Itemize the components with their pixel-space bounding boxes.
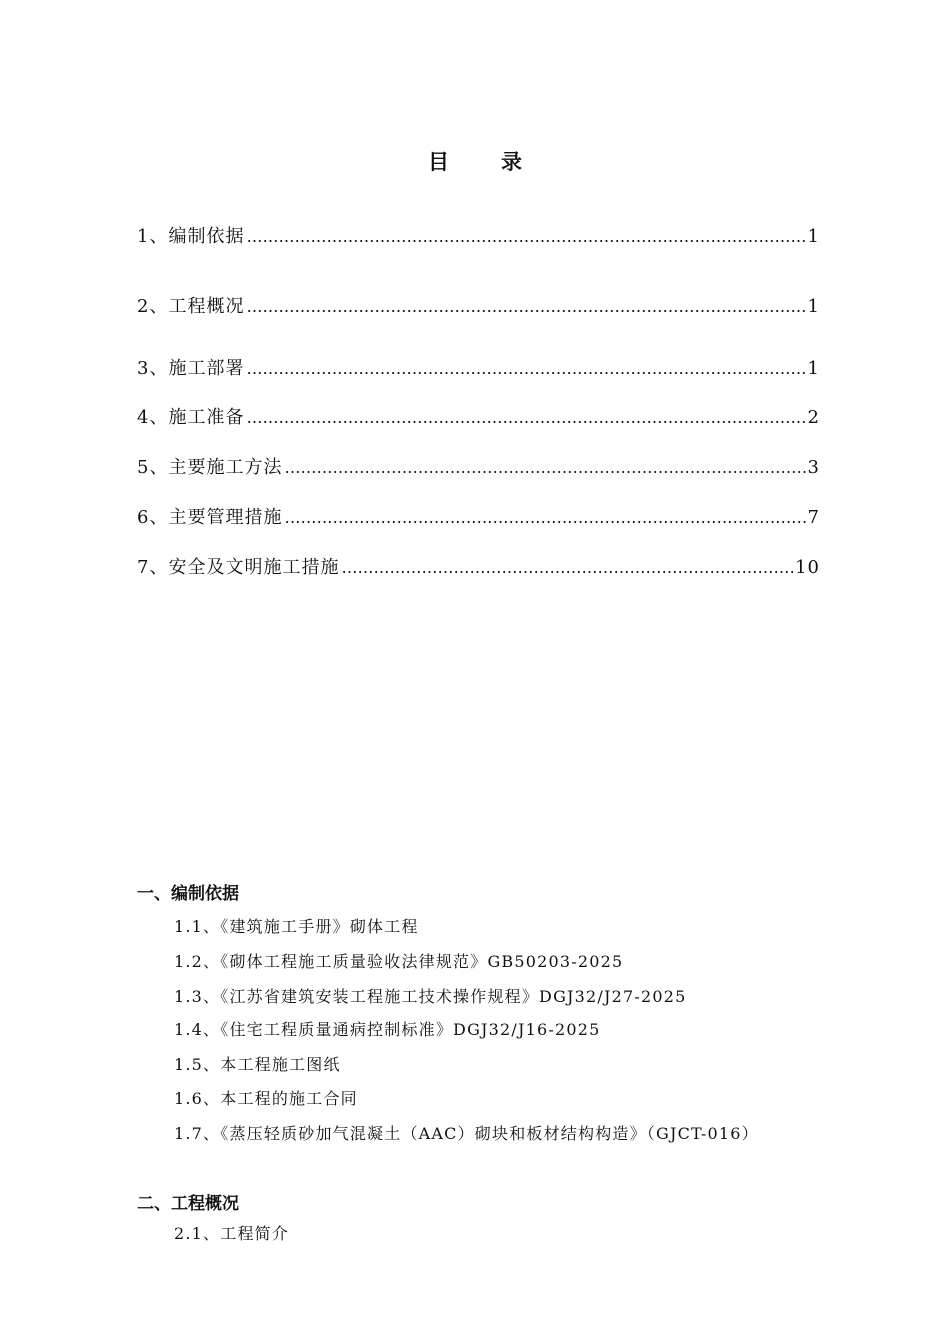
- toc-leader-dots: [246, 359, 805, 378]
- toc-entry-label: 主要施工方法: [168, 457, 283, 478]
- toc-entry-page: 3: [807, 457, 820, 478]
- basis-item: 1.7、《蒸压轻质砂加气混凝土（AAC）砌块和板材结构构造》（GJCT-016）: [174, 1124, 759, 1143]
- section-heading-basis: 一、编制依据: [137, 884, 239, 904]
- toc-title: [0, 146, 950, 176]
- toc-entry-number: 4、: [137, 407, 169, 428]
- toc-title-char-2: 录: [501, 149, 522, 174]
- toc-entry-page: 1: [807, 226, 820, 247]
- section-heading-overview: 二、工程概况: [137, 1194, 239, 1214]
- toc-title-char-1: 目: [428, 149, 449, 174]
- basis-item: 1.1、《建筑施工手册》砌体工程: [174, 917, 419, 936]
- toc-entry-number: 5、: [137, 457, 169, 478]
- toc-entry-label: 主要管理措施: [168, 507, 283, 528]
- toc-entry[interactable]: [137, 403, 820, 429]
- overview-item: 2.1、工程简介: [174, 1224, 290, 1243]
- basis-item: 1.6、本工程的施工合同: [174, 1089, 358, 1108]
- toc-entry-label: 施工部署: [168, 358, 245, 379]
- toc-entry-label: 施工准备: [168, 407, 245, 428]
- toc-entry-number: 7、: [137, 557, 169, 578]
- toc-entry-number: 2、: [137, 296, 169, 317]
- toc-entry[interactable]: [137, 222, 820, 248]
- toc-entry-number: 6、: [137, 507, 169, 528]
- toc-entry[interactable]: [137, 553, 820, 579]
- toc-entry-label: 编制依据: [168, 226, 245, 247]
- toc-leader-dots: [284, 508, 805, 527]
- toc-leader-dots: [246, 227, 805, 246]
- toc-entry-page: 7: [807, 507, 820, 528]
- basis-item: 1.3、《江苏省建筑安装工程施工技术操作规程》DGJ32/J27-2025: [174, 987, 687, 1006]
- toc-leader-dots: [246, 408, 805, 427]
- toc-entry-label: 安全及文明施工措施: [168, 557, 340, 578]
- toc-entry-page: 10: [795, 557, 820, 578]
- basis-item: 1.4、《住宅工程质量通病控制标准》DGJ32/J16-2025: [174, 1020, 601, 1039]
- toc-leader-dots: [246, 297, 805, 316]
- toc-entry-number: 1、: [137, 226, 169, 247]
- toc-entry-page: 1: [807, 358, 820, 379]
- toc-entry-page: 2: [807, 407, 820, 428]
- toc-leader-dots: [284, 458, 805, 477]
- toc-entry[interactable]: [137, 354, 820, 380]
- basis-item: 1.2、《砌体工程施工质量验收法律规范》GB50203-2025: [174, 952, 624, 971]
- toc-entry-page: 1: [807, 296, 820, 317]
- toc-entry[interactable]: [137, 503, 820, 529]
- toc-entry[interactable]: [137, 453, 820, 479]
- toc-leader-dots: [341, 558, 793, 577]
- toc-entry-label: 工程概况: [168, 296, 245, 317]
- toc-entry[interactable]: [137, 292, 820, 318]
- toc-entry-number: 3、: [137, 358, 169, 379]
- basis-item: 1.5、本工程施工图纸: [174, 1055, 341, 1074]
